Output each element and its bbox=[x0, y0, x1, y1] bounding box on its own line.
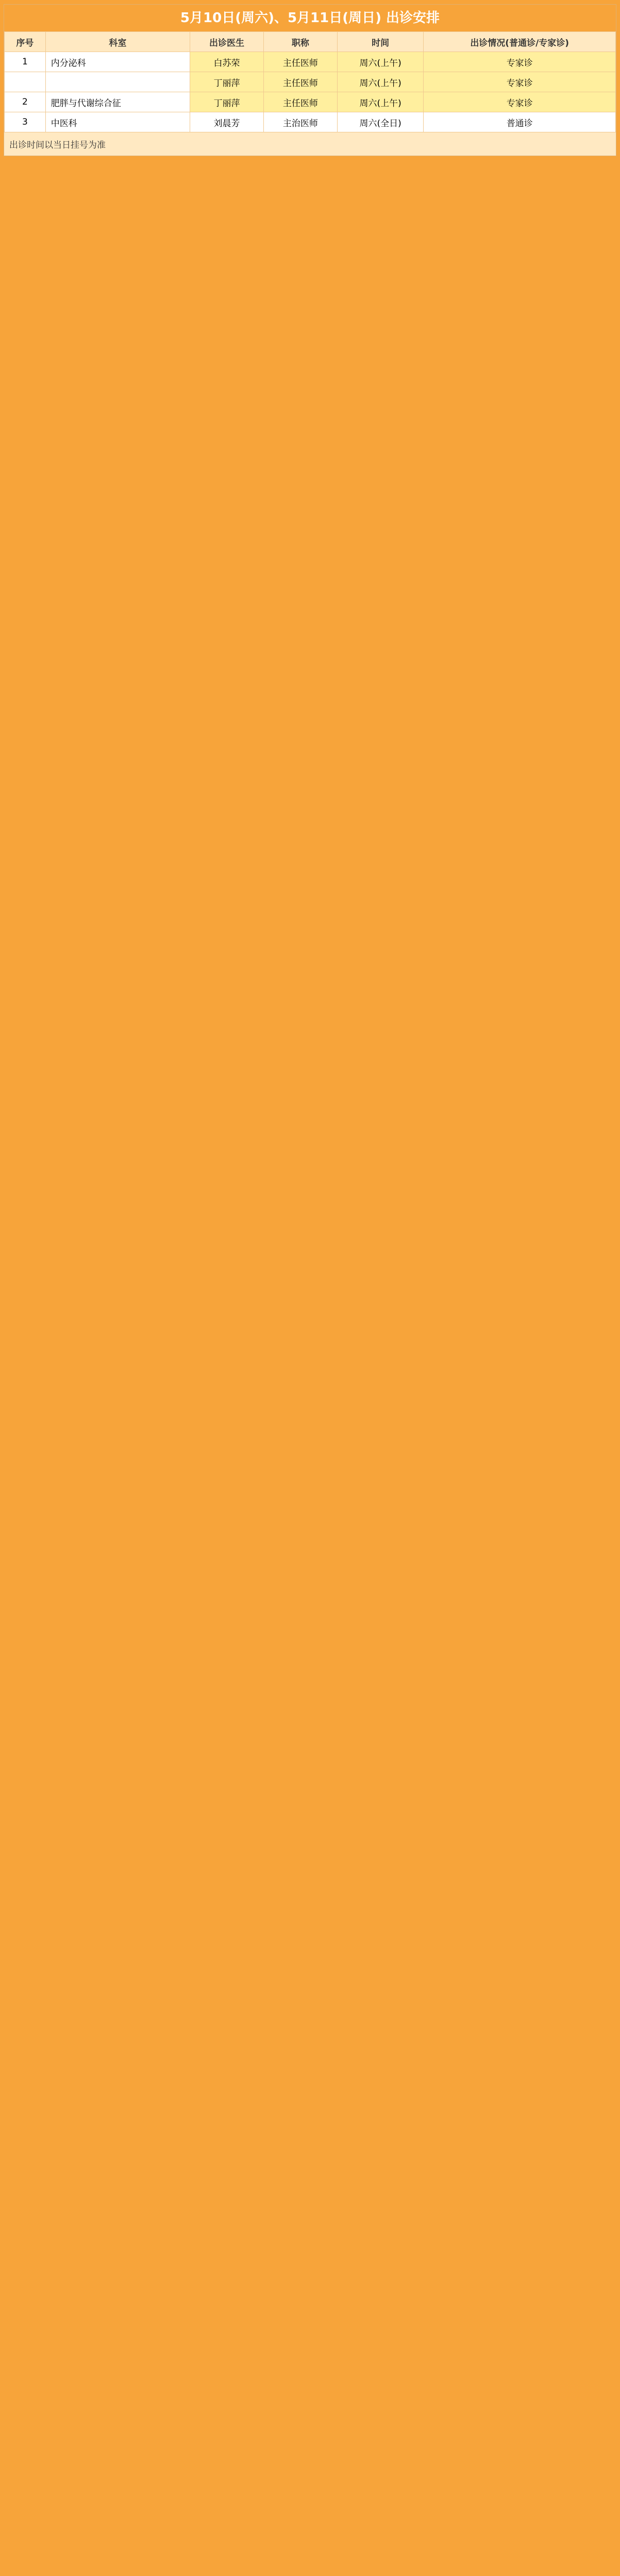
col-doctor: 出诊医生 bbox=[190, 32, 264, 52]
row-doctor: 刘晨芳 bbox=[190, 112, 264, 132]
footer-note: 出诊时间以当日挂号为准 bbox=[4, 132, 616, 156]
col-type: 出诊情况(普通诊/专家诊) bbox=[424, 32, 616, 52]
row-type: 普通诊 bbox=[424, 112, 616, 132]
row-rank: 主任医师 bbox=[263, 52, 337, 72]
col-number: 序号 bbox=[5, 32, 46, 52]
row-rank: 主治医师 bbox=[263, 112, 337, 132]
row-department: 内分泌科 bbox=[45, 52, 190, 72]
row-time: 周六(全日) bbox=[337, 112, 424, 132]
row-rank: 主任医师 bbox=[263, 72, 337, 92]
row-rank: 主任医师 bbox=[263, 92, 337, 112]
row-number: 1 bbox=[5, 52, 46, 72]
row-department: 中医科 bbox=[45, 112, 190, 132]
row-doctor: 丁丽萍 bbox=[190, 72, 264, 92]
row-number: 3 bbox=[5, 112, 46, 132]
row-time: 周六(上午) bbox=[337, 52, 424, 72]
table-row bbox=[5, 92, 616, 112]
row-department: 肥胖与代谢综合征 bbox=[45, 92, 190, 112]
schedule-table bbox=[4, 31, 616, 132]
col-rank: 职称 bbox=[263, 32, 337, 52]
col-time: 时间 bbox=[337, 32, 424, 52]
row-doctor: 丁丽萍 bbox=[190, 92, 264, 112]
row-department bbox=[45, 72, 190, 92]
header-row bbox=[5, 32, 616, 52]
page-title: 5月10日(周六)、5月11日(周日) 出诊安排 bbox=[4, 5, 616, 31]
row-type: 专家诊 bbox=[424, 72, 616, 92]
table-row bbox=[5, 72, 616, 92]
row-doctor: 白苏荣 bbox=[190, 52, 264, 72]
col-department: 科室 bbox=[45, 32, 190, 52]
schedule-table-container bbox=[4, 4, 616, 156]
row-number bbox=[5, 72, 46, 92]
table-row bbox=[5, 112, 616, 132]
row-number: 2 bbox=[5, 92, 46, 112]
table-row bbox=[5, 52, 616, 72]
row-type: 专家诊 bbox=[424, 92, 616, 112]
row-time: 周六(上午) bbox=[337, 92, 424, 112]
row-time: 周六(上午) bbox=[337, 72, 424, 92]
row-type: 专家诊 bbox=[424, 52, 616, 72]
